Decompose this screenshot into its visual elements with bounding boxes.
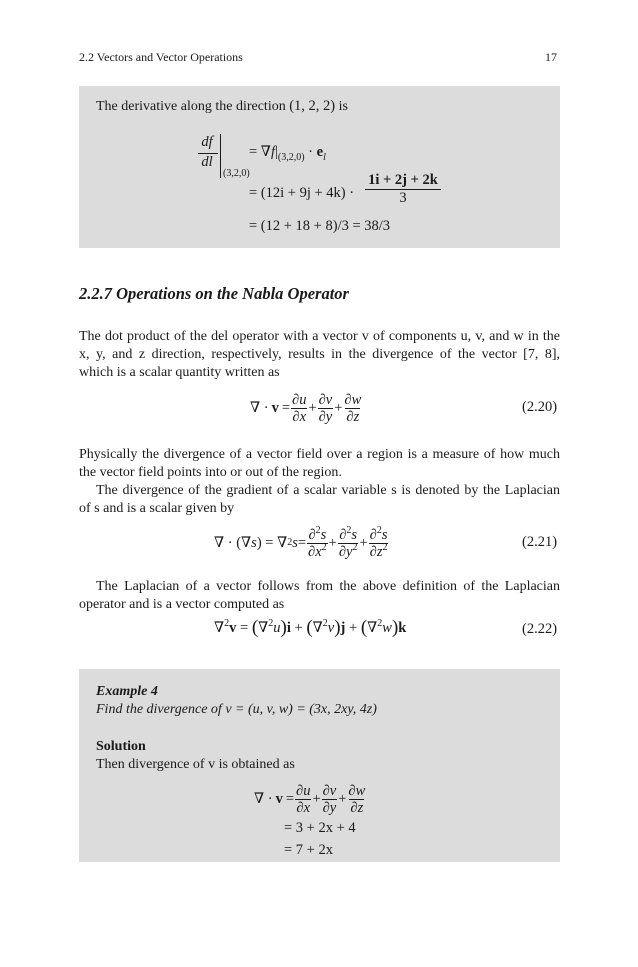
box1-unit-vector-den: 3 [365,189,441,207]
solution-title: Solution [96,739,146,754]
box1-final: = (12 + 18 + 8)/3 = 38/3 [249,218,391,234]
example-divergence-equation: ∇ · v = $\frac{\partial u}{\partial x}$ + $\frac{\partial v}{\partial y}$ + $\frac{\partial w}{\partial z}$ [254,782,366,816]
para2-line2: the vector field points into or out of the region. [79,465,342,480]
example-question: Find the divergence of v = (u, v, w) = (3x, 2xy, 4z) [96,702,377,717]
box1-line2: = (12i + 9j + 4k) · [249,185,355,201]
section-title: 2.2.7 Operations on the Nabla Operator [79,284,349,303]
example-step2: = 7 + 2x [284,842,333,858]
para3-line1: The divergence of the gradient of a scalar variable s is denoted by the Laplacian [96,483,560,498]
equation-number-2-22: (2.22) [522,621,558,637]
equation-2-21: ∇ · (∇ s ) = ∇ 2 s = $\frac{\partial^2s}{\partial x^2}$ + $\frac{\partial^2s}{\partial y^2}$ + $\frac{\partial^2s}{\partial z^2}$ [214,524,388,560]
box1-intro-text: The derivative along the direction [96,99,286,114]
para2-line1: Physically the divergence of a vector field over a region is a measure of how much [79,447,560,462]
para4-line2: operator and is a vector computed as [79,597,285,612]
para1-line1: The dot product of the del operator with a vector v of components u, v, and w in the [79,329,560,344]
solution-text: Then divergence of v is obtained as [96,757,295,772]
running-header-section: 2.2 Vectors and Vector Operations [79,50,243,64]
page-number: 17 [545,50,557,64]
equation-2-20: ∇ · v = $\frac{\partial u}{\partial x}$ + $\frac{\partial v}{\partial y}$ + $\frac{\partial w}{\partial z}$ [250,391,362,425]
box1-unit-vector [365,172,441,207]
equation-2-22: ∇$^2$v = (∇$^2$u)i + (∇$^2$v)j + (∇$^2$w)k [214,617,407,638]
box1-eval-point: (3,2,0) [223,168,250,179]
para3-line2: of s and is a scalar given by [79,501,235,516]
para1-line3: which is a scalar quantity written as [79,365,280,380]
example-step1: = 3 + 2x + 4 [284,820,356,836]
box1-grad-vector: (12i + 9j + 4k) [260,185,346,201]
example-title: Example 4 [96,684,158,699]
box1-intro [96,96,348,117]
box1-is: is [338,99,348,114]
box1-line1: = $\nabla f|_{(3,2,0)} \cdot e_l$ [249,144,326,163]
equation-number-2-20: (2.20) [522,399,558,415]
para1-line2: x, y, and z direction, respectively, results in the divergence of the vector [7, 8], [79,347,560,362]
box1-unit-vector-num: 1i + 2j + 2k [368,172,438,188]
equation-number-2-21: (2.21) [522,534,558,550]
para4-line1: The Laplacian of a vector follows from the above definition of the Laplacian [96,579,560,594]
box1-direction: (1, 2, 2) [289,98,336,114]
